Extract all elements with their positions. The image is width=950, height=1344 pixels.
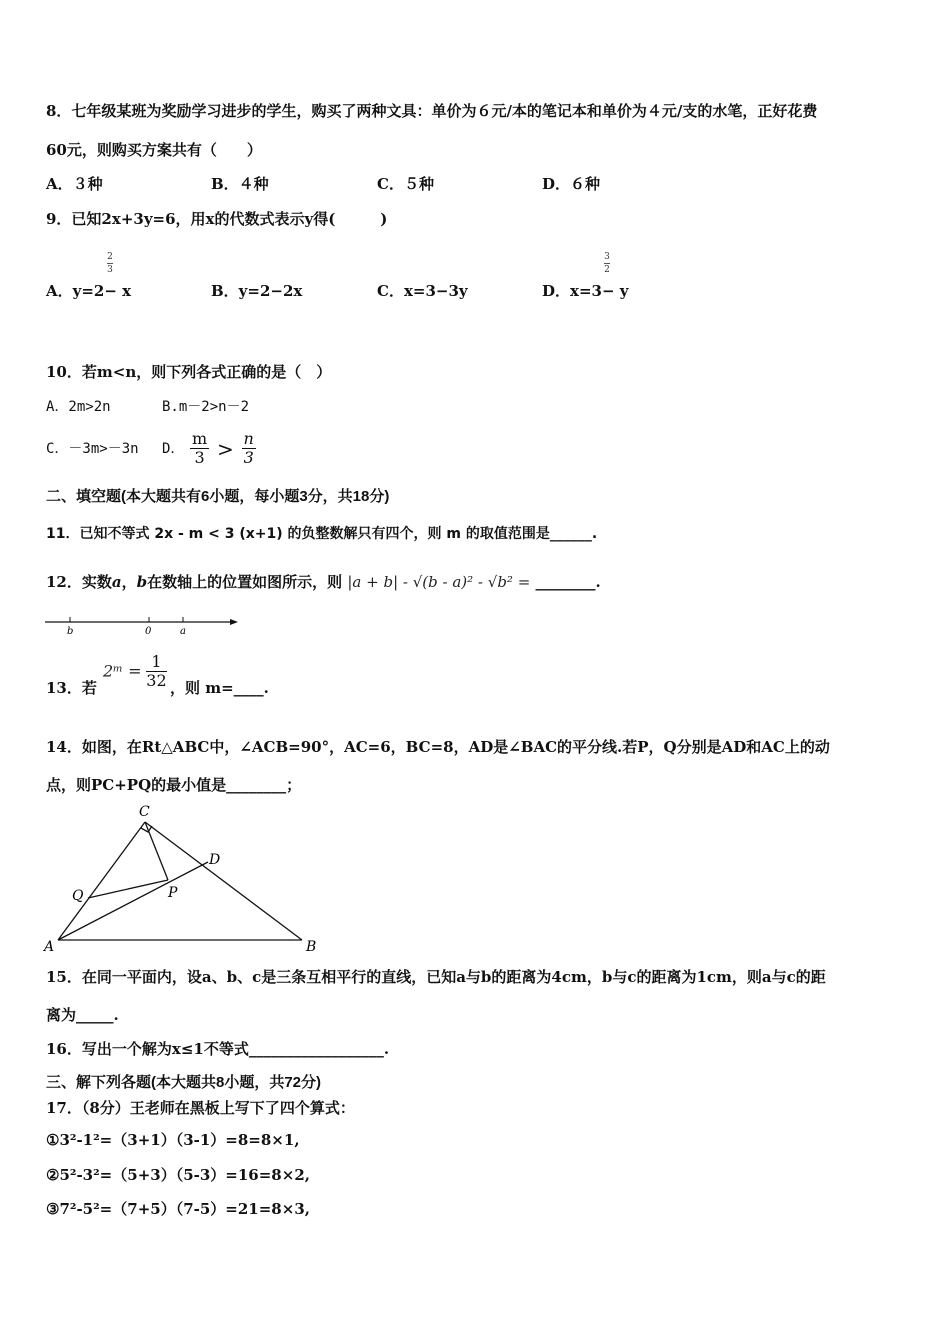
q8-line2: 60元，则购买方案共有（ ） [46,141,262,159]
q9-option-d: D．x=3− y [542,282,629,300]
q8-option-a: A．３种 [46,175,103,193]
q10-option-a: A．2m>2n [46,399,111,415]
q10-frac-right-den: 3 [243,448,254,467]
q10-frac-left [190,430,209,467]
label-b: B [306,939,317,955]
q10-stem: 10．若m<n，则下列各式正确的是（ ） [46,363,332,381]
q12-number-line [44,612,240,638]
q14-line2: 点，则PC+PQ的最小值是________； [46,776,302,794]
label-a: A [44,939,55,955]
number-line-label-a: a [180,626,186,637]
q13-frac-den: 32 [146,671,167,690]
q13-lhs: 2ᵐ = [103,661,142,681]
q12-rest: 在数轴上的位置如图所示，则 [147,573,343,591]
q12-prefix: 12．实数 [46,573,112,591]
q10-option-b: B.m－2>n－2 [162,399,250,415]
q16: 16．写出一个解为x≤1不等式__________________. [46,1040,390,1058]
q12-comma: ， [121,573,137,591]
q17-stem: 17．（8分）王老师在黑板上写下了四个算式： [46,1099,355,1117]
q13-frac [146,653,166,690]
q10-option-d: D． [162,441,185,457]
q9-frac-a-num: 2 [107,252,113,262]
q10-frac-right-num: n [243,429,254,448]
q9-option-c: C．x=3−3y [377,282,468,300]
label-d: D [209,852,221,868]
q17-item-2: ②5²-3²=（5+3）（5-3）=16=8×2, [46,1166,310,1184]
q17-item-1: ①3²-1²=（3+1）（3-1）=8=8×1, [46,1131,300,1149]
q9-frac-d-den: 2 [604,265,610,275]
q8-option-d: D．６种 [542,175,601,193]
q8-line1: 8．七年级某班为奖励学习进步的学生，购买了两种文具：单价为６元/本的笔记本和单价为４元/支的水笔，正好花费 [46,102,818,120]
q10-gt-sign: > [216,436,234,461]
q9-frac-a-bar [107,263,113,264]
label-c: C [139,804,150,820]
q12-line [46,572,601,592]
label-q: Q [72,888,84,904]
q8-option-b: B．４种 [211,175,269,193]
q10-frac-left-den: 3 [194,448,205,467]
section-3-heading: 三、解下列各题(本大题共8小题，共72分) [46,1074,322,1091]
q10-option-d-expression [190,430,256,467]
label-p: P [168,885,178,901]
q17-item-3: ③7²-5²=（7+5）（7-5）=21=8×3, [46,1200,310,1218]
q12-blank: ________. [535,573,601,591]
q8-option-c: C．５种 [377,175,434,193]
q10-frac-left-num: m [192,429,208,448]
q9-frac-a-den: 3 [107,265,113,275]
q13-frac-num: 1 [146,653,166,672]
q10-frac-right [242,430,256,467]
q12-var-a: a [111,573,122,591]
q13-equation [103,653,167,690]
q14-triangle-figure [40,800,330,955]
q15-line1: 15．在同一平面内，设a、b、c是三条互相平行的直线，已知a与b的距离为4cm，b与c的距离为1cm，则a与c的距 [46,968,826,986]
number-line-label-b: b [67,626,74,637]
q14-line1: 14．如图，在Rt△ABC中，∠ACB=90°，AC=6，BC=8，AD是∠BAC的平分线.若P，Q分别是AD和AC上的动 [46,738,830,756]
q10-option-c: C．－3m>－3n [46,441,139,457]
q9-frac-d-bar [604,263,610,264]
q15-line2: 离为_____. [46,1006,119,1024]
q9-option-a: A．y=2− x [46,282,132,300]
section-2-heading: 二、填空题(本大题共有6小题，每小题3分，共18分) [46,488,390,505]
q9-option-b: B．y=2−2x [211,282,303,300]
q9-frac-d-num: 3 [604,252,610,262]
number-line-arrow [230,619,238,625]
q13-prefix: 13．若 [46,679,97,697]
q11: 11．已知不等式 2x - m < 3 (x+1) 的负整数解只有四个，则 m 的取值范围是______. [46,526,598,542]
q13-suffix: ，则 m=____. [170,679,269,697]
q9-stem: 9．已知2x+3y=6，用x的代数式表示y得( ) [46,210,388,228]
q12-expression: |a + b| - √(b - a)² - √b² = [347,573,531,591]
side-cb [145,822,302,940]
side-ac [58,822,145,940]
q12-var-b: b [136,573,148,591]
number-line-label-0: 0 [145,626,152,637]
